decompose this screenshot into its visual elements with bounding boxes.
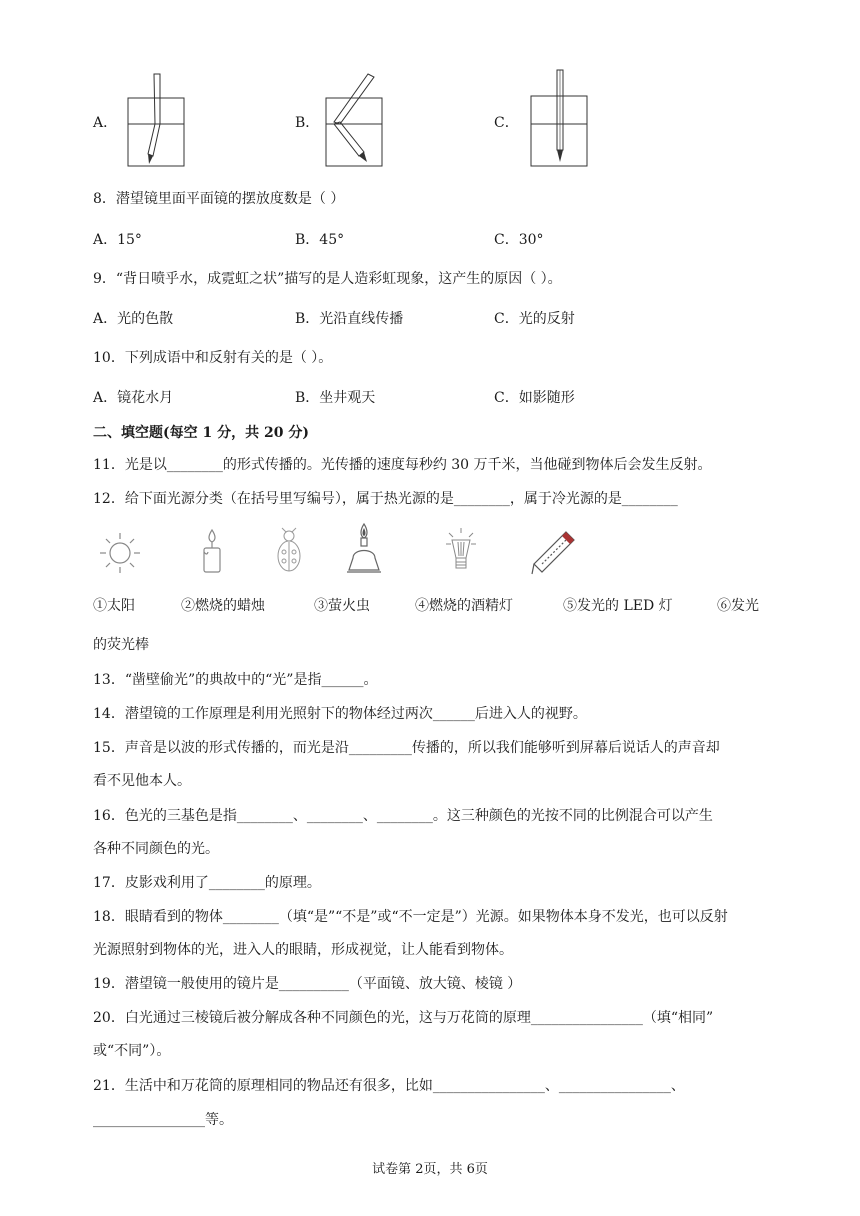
- question-10: 10．下列成语中和反射有关的是（ ）。: [93, 350, 333, 366]
- question-16-line-1: 16．色光的三基色是指________、________、________。这三种颜色的光按不同的比例混合可以产生: [93, 808, 713, 824]
- question-21-line-1: 21．生活中和万花筒的原理相同的物品还有很多，比如________________、________________、: [93, 1078, 685, 1094]
- pencil-straight-figure-c: [528, 68, 590, 168]
- q10-option-a: A．镜花水月: [93, 390, 174, 406]
- light-source-label-2: ②燃烧的蜡烛: [181, 598, 265, 614]
- question-20-line-2: 或“不同”）。: [93, 1043, 171, 1059]
- led-bulb-icon: [444, 526, 478, 574]
- pencil-bent-figure-b: [323, 72, 383, 168]
- question-14: 14．潜望镜的工作原理是利用光照射下的物体经过两次______后进入人的视野。: [93, 706, 587, 722]
- question-12: 12．给下面光源分类（在括号里写编号），属于热光源的是________，属于冷光源的是________: [93, 491, 678, 507]
- q10-option-c: C．如影随形: [494, 390, 575, 406]
- q8-option-c: C．30°: [494, 232, 544, 248]
- question-8: 8．潜望镜里面平面镜的摆放度数是（ ）: [93, 191, 345, 207]
- question-18-line-1: 18．眼睛看到的物体________（填“是”“不是”或“不一定是”）光源。如果物体本身不发光，也可以反射: [93, 909, 728, 925]
- alcohol-lamp-icon: [343, 522, 385, 578]
- question-19: 19．潜望镜一般使用的镜片是__________（平面镜、放大镜、棱镜 ）: [93, 976, 522, 992]
- glow-stick-icon: [530, 528, 578, 576]
- question-13: 13．“凿壁偷光”的典故中的“光”是指______。: [93, 672, 378, 688]
- q7-option-b-label: B．: [295, 115, 320, 131]
- question-9: 9．“背日喷乎水，成霓虹之状”描写的是人造彩虹现象，这产生的原因（ ）。: [93, 271, 562, 287]
- q9-option-a: A．光的色散: [93, 311, 174, 327]
- firefly-icon: [272, 528, 306, 576]
- q7-option-a-label: A．: [93, 115, 118, 131]
- question-21-line-2: ________________等。: [93, 1112, 233, 1128]
- question-15-line-2: 看不见他本人。: [93, 773, 191, 789]
- light-source-label-6: ⑥发光: [717, 598, 759, 614]
- candle-icon: [196, 528, 228, 576]
- question-20-line-1: 20．白光通过三棱镜后被分解成各种不同颜色的光，这与万花筒的原理________________（填“相同”: [93, 1010, 714, 1026]
- question-11: 11．光是以________的形式传播的。光传播的速度每秒约 30 万千米，当他碰到物体后会发生反射。: [93, 457, 712, 473]
- q10-option-b: B．坐井观天: [295, 390, 376, 406]
- question-17: 17．皮影戏利用了________的原理。: [93, 875, 321, 891]
- light-source-label-3: ③萤火虫: [314, 598, 370, 614]
- question-18-line-2: 光源照射到物体的光，进入人的眼睛，形成视觉，让人能看到物体。: [93, 942, 513, 958]
- page-footer: 试卷第 2页，共 6页: [372, 1162, 488, 1177]
- section-heading-fill-in: 二、填空题(每空 1 分，共 20 分): [93, 425, 309, 441]
- q9-option-c: C．光的反射: [494, 311, 575, 327]
- q7-option-c-label: C．: [494, 115, 519, 131]
- light-source-label-1: ①太阳: [93, 598, 135, 614]
- question-15-line-1: 15．声音是以波的形式传播的，而光是沿_________传播的，所以我们能够听到屏幕后说话人的声音却: [93, 740, 720, 756]
- question-16-line-2: 各种不同颜色的光。: [93, 841, 219, 857]
- light-source-label-4: ④燃烧的酒精灯: [415, 598, 513, 614]
- q8-option-a: A．15°: [93, 232, 142, 248]
- q9-option-b: B．光沿直线传播: [295, 311, 404, 327]
- pencil-bent-figure-a: [125, 72, 185, 168]
- sun-icon: [98, 531, 142, 575]
- light-source-label-5: ⑤发光的 LED 灯: [563, 598, 673, 614]
- q8-option-b: B．45°: [295, 232, 345, 248]
- light-source-label-6-cont: 的荧光棒: [93, 637, 149, 653]
